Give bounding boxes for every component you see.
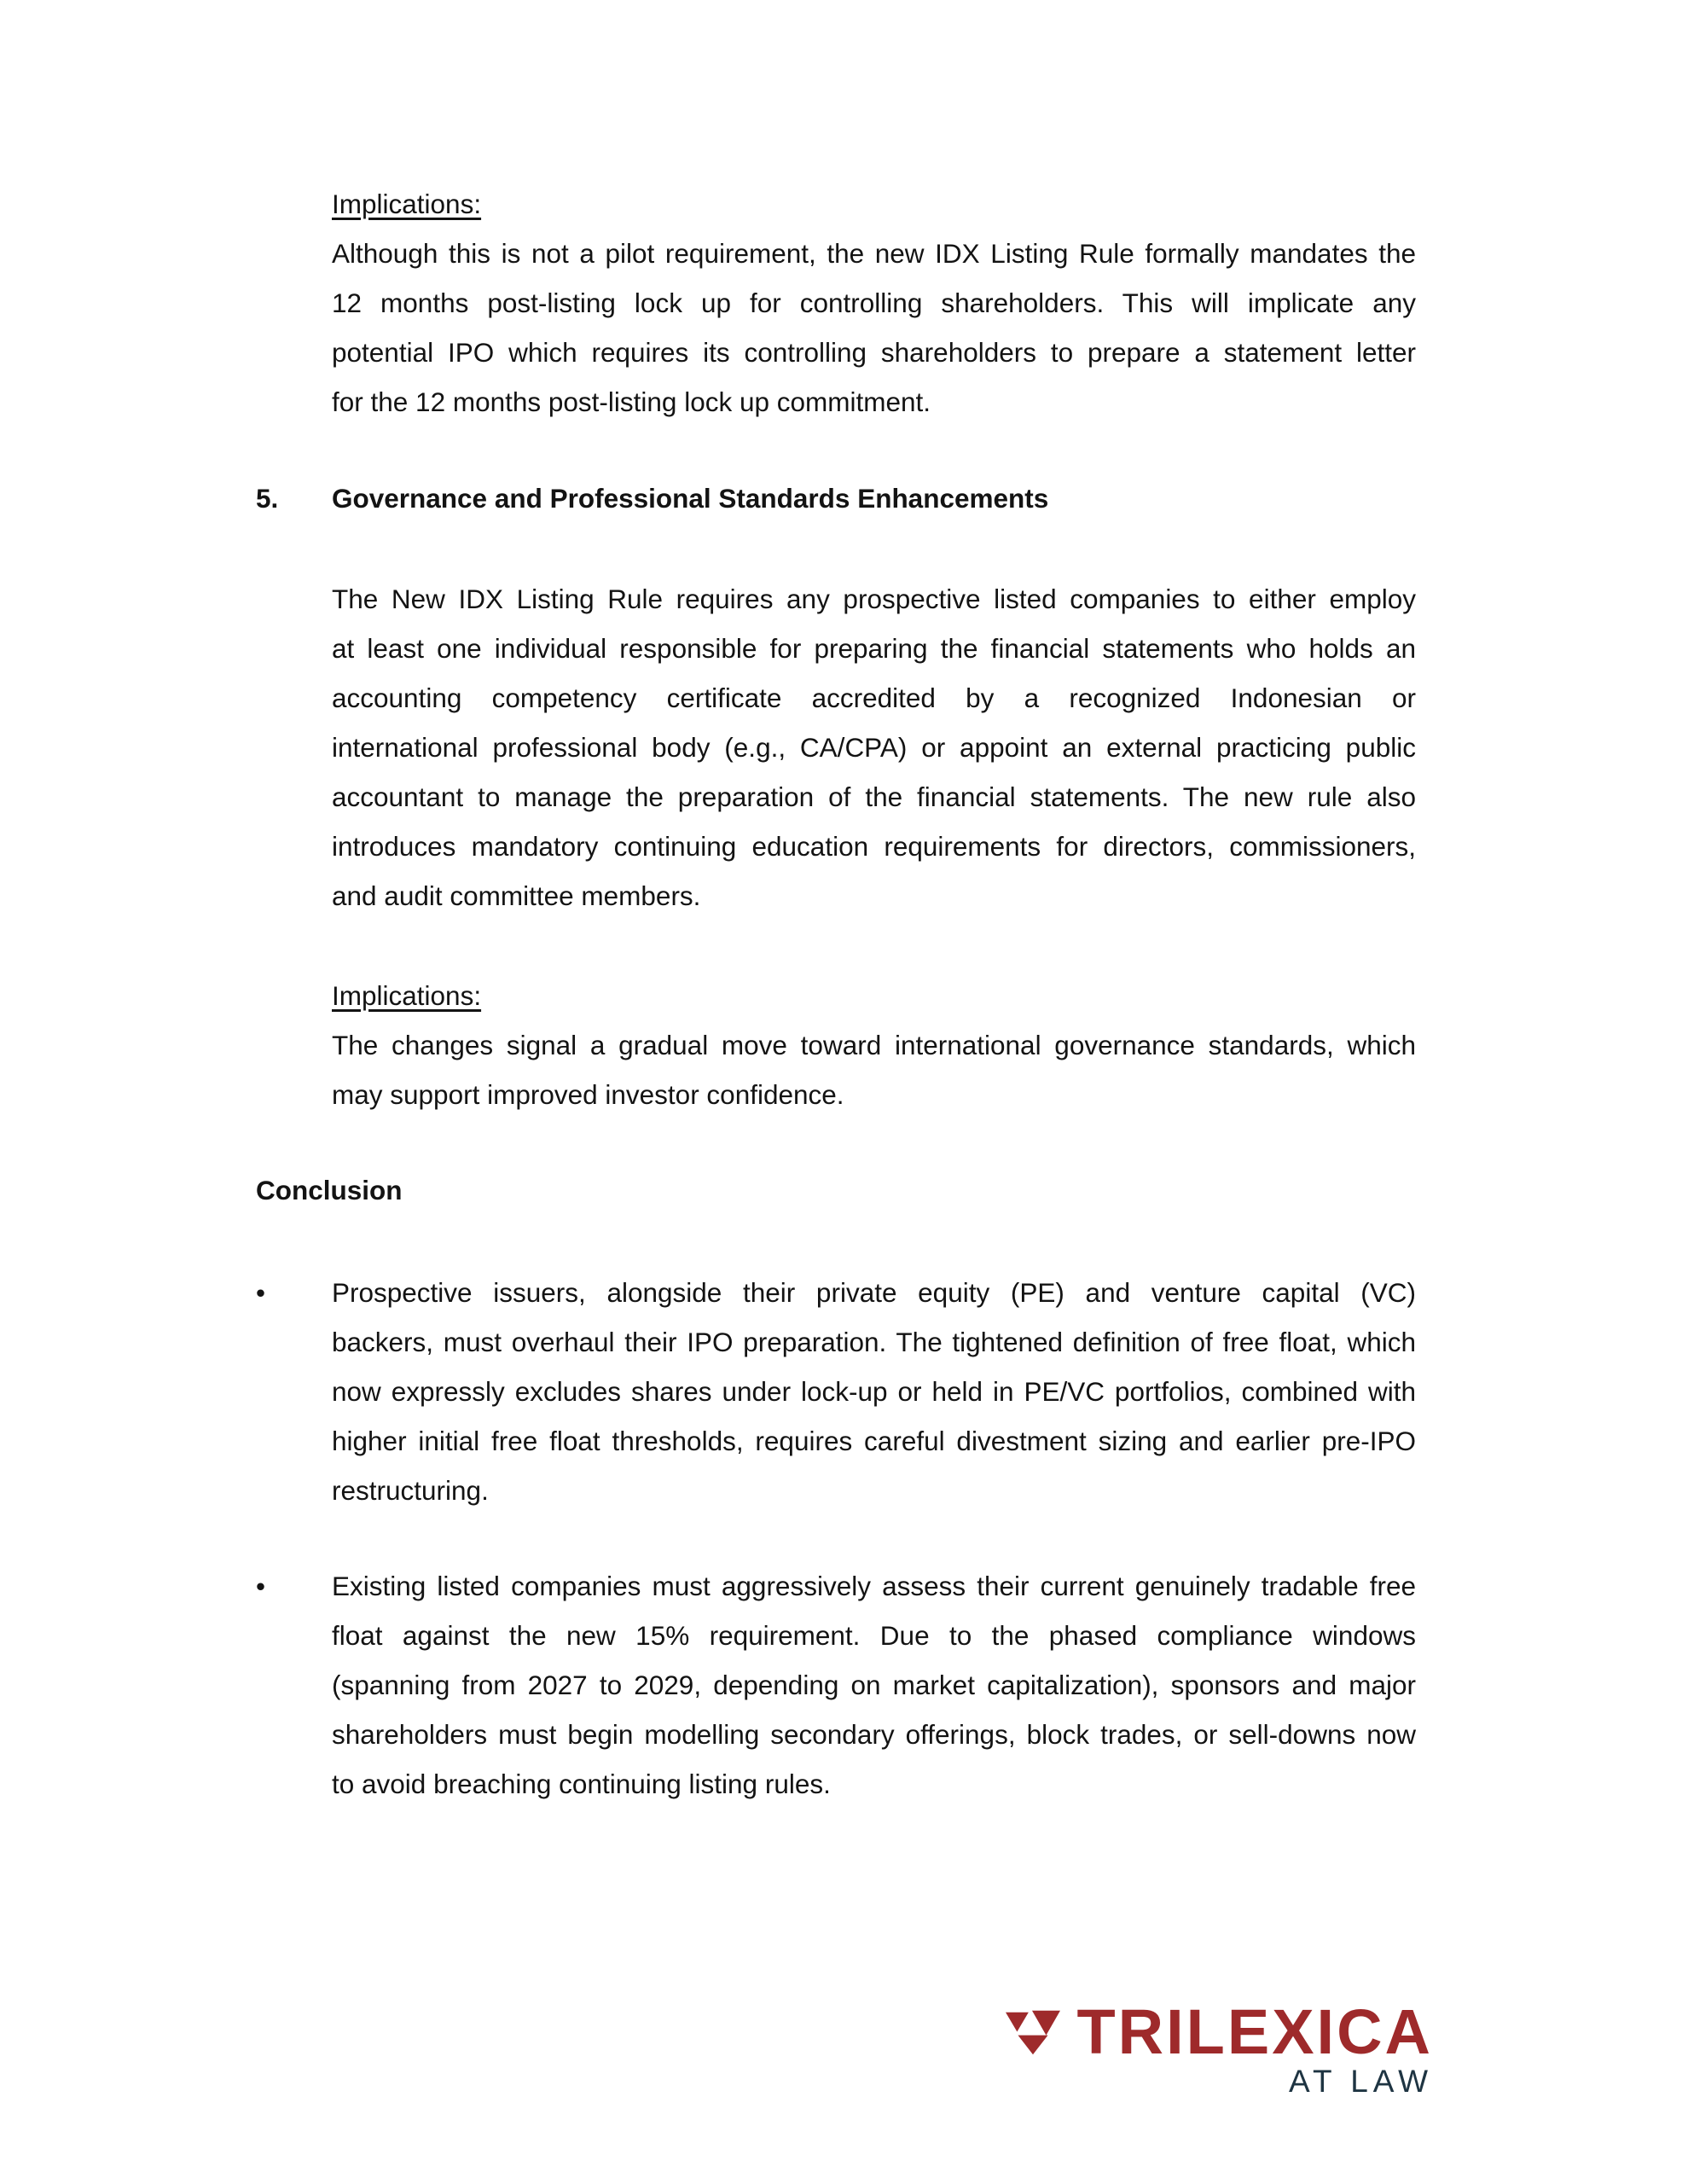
implications-heading — [332, 179, 1416, 229]
paragraph-line: accountant to manage the preparation of the financial statements. The new rule also — [332, 781, 1416, 812]
paragraph-line: 12 months post-listing lock up for controlling shareholders. This will implicate any — [332, 288, 1416, 318]
bullet-text — [332, 1268, 1416, 1515]
conclusion-bullet-1 — [256, 1268, 1416, 1515]
bullet-text — [332, 1561, 1416, 1809]
paragraph-line: The changes signal a gradual move toward international governance standards, which — [332, 1030, 1416, 1060]
trilexica-triangles-icon — [1006, 2010, 1060, 2055]
brand-name: TRILEXICA — [1076, 1996, 1433, 2067]
section-number: 5. — [256, 483, 279, 514]
paragraph-line: restructuring. — [332, 1475, 489, 1506]
paragraph-line: backers, must overhaul their IPO preparation. The tightened definition of free float, which — [332, 1327, 1416, 1357]
paragraph-line: Although this is not a pilot requirement, the new IDX Listing Rule formally mandates the — [332, 238, 1416, 269]
paragraph-line: Existing listed companies must aggressively assess their current genuinely tradable free — [332, 1571, 1416, 1601]
conclusion-bullet-2 — [256, 1561, 1416, 1809]
paragraph-line: introduces mandatory continuing education requirements for directors, commissioners, — [332, 831, 1416, 862]
brand-tagline: AT LAW — [1289, 2064, 1433, 2099]
paragraph-line: now expressly excludes shares under lock-up or held in PE/VC portfolios, combined with — [332, 1376, 1416, 1407]
paragraph-line: to avoid breaching continuing listing rules. — [332, 1769, 831, 1799]
trilexica-logo — [1006, 1996, 1433, 2099]
paragraph-line: Prospective issuers, alongside their private equity (PE) and venture capital (VC) — [332, 1277, 1416, 1308]
paragraph-line: shareholders must begin modelling secondary offerings, block trades, or sell-downs now — [332, 1719, 1416, 1750]
paragraph-line: float against the new 15% requirement. Due to the phased compliance windows — [332, 1620, 1416, 1651]
paragraph-line: accounting competency certificate accredited by a recognized Indonesian or — [332, 682, 1416, 713]
paragraph-line: for the 12 months post-listing lock up commitment. — [332, 386, 931, 417]
paragraph-line: international professional body (e.g., CA/CPA) or appoint an external practicing public — [332, 732, 1416, 763]
implications-section-2 — [332, 971, 1416, 1119]
paragraph-line: potential IPO which requires its controlling shareholders to prepare a statement letter — [332, 337, 1416, 368]
paragraph-line: (spanning from 2027 to 2029, depending on market capitalization), sponsors and major — [332, 1670, 1416, 1700]
conclusion-heading: Conclusion — [256, 1175, 403, 1205]
bullet-icon: • — [256, 1571, 266, 1601]
paragraph-line: at least one individual responsible for preparing the financial statements who holds an — [332, 633, 1416, 664]
section-5-paragraph — [332, 574, 1416, 921]
implications-heading-text: Implications: — [332, 189, 482, 219]
bullet-icon: • — [256, 1277, 266, 1308]
paragraph-line: may support improved investor confidence. — [332, 1079, 844, 1110]
paragraph-line: The New IDX Listing Rule requires any prospective listed companies to either employ — [332, 584, 1416, 614]
implications-heading — [332, 971, 1416, 1020]
paragraph-line: higher initial free float thresholds, requires careful divestment sizing and earlier pre-IPO — [332, 1426, 1416, 1456]
section-title: Governance and Professional Standards Enhancements — [332, 483, 1049, 514]
implications-section-1 — [332, 179, 1416, 427]
implications-heading-text: Implications: — [332, 980, 482, 1011]
section-5-heading — [256, 473, 1416, 523]
paragraph-line: and audit committee members. — [332, 880, 701, 911]
document-body — [256, 179, 1416, 1809]
logo-row — [1006, 1996, 1433, 2067]
